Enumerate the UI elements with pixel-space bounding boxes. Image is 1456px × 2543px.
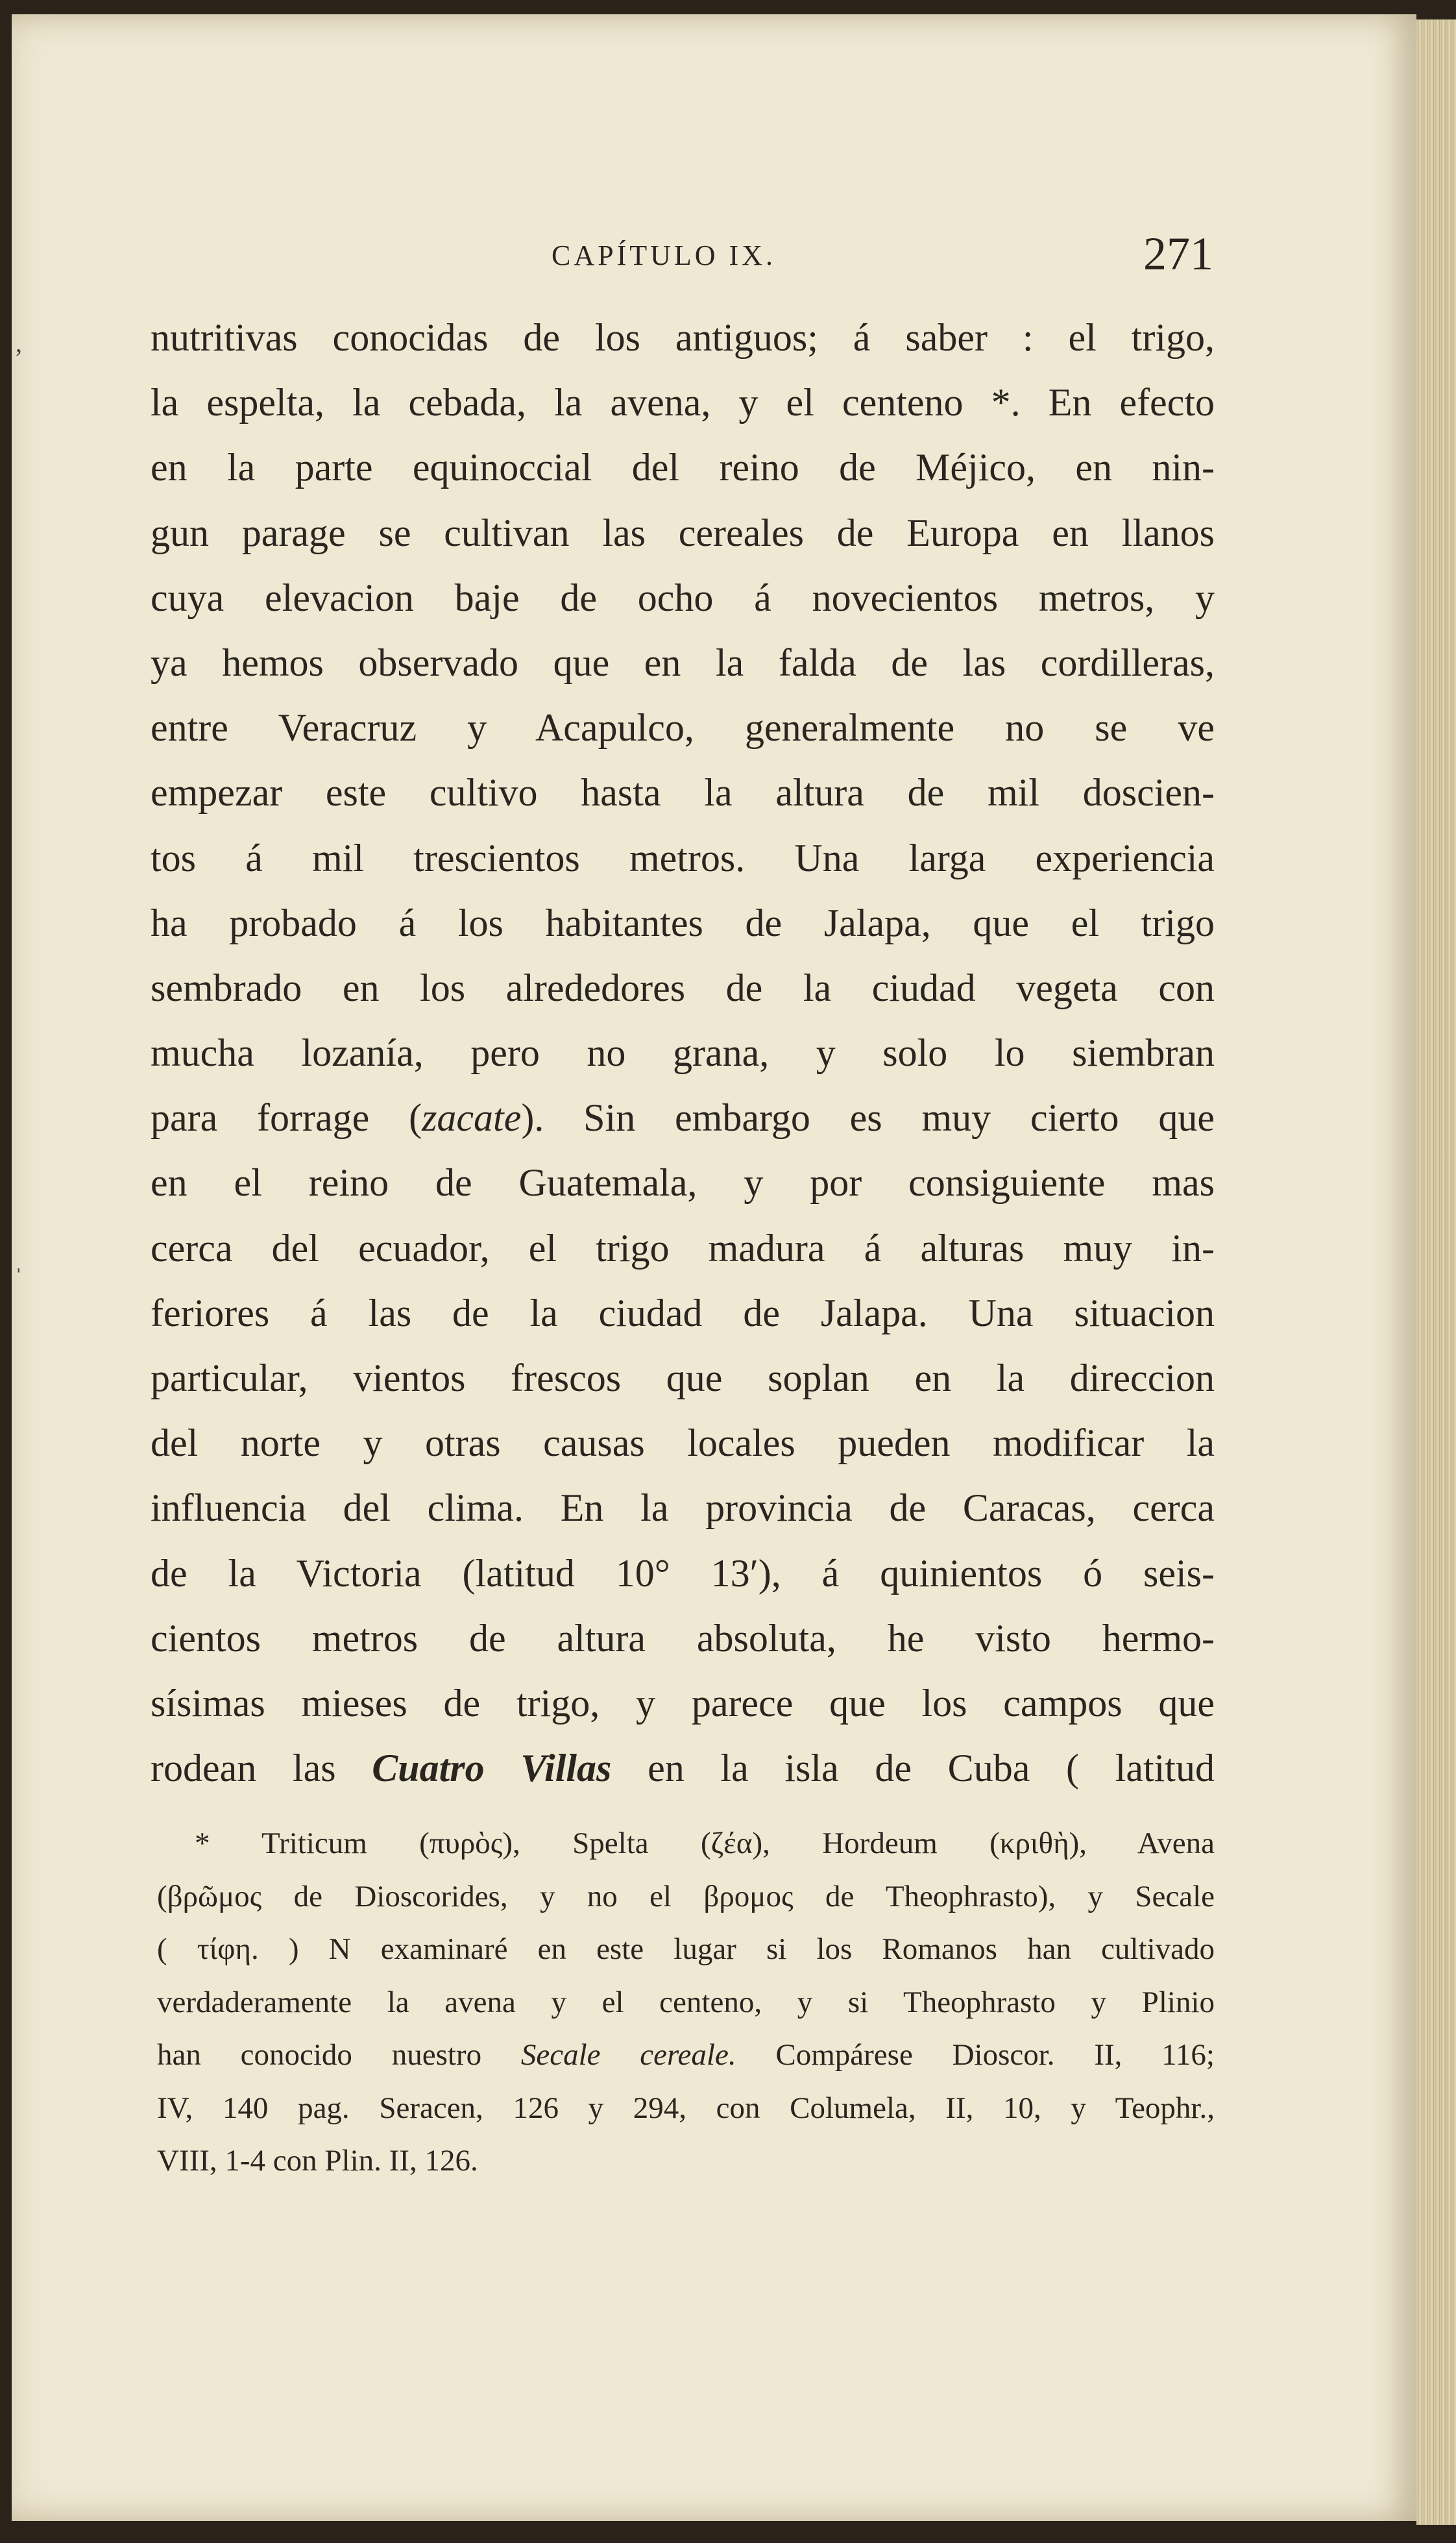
text-line: ha probado á los habitantes de Jalapa, que el trigo bbox=[151, 901, 1215, 944]
text-line: sísimas mieses de trigo, y parece que los campos que bbox=[151, 1681, 1215, 1725]
text-line: mucha lozanía, pero no grana, y solo lo siembran bbox=[151, 1031, 1215, 1075]
text-line: cerca del ecuador, el trigo madura á alturas muy in- bbox=[151, 1226, 1215, 1270]
margin-mark: ‚ bbox=[14, 328, 23, 358]
footnote-line: * Triticum (πυρὸς), Spelta (ζέα), Hordeum (κριθὴ), Avena bbox=[195, 1826, 1215, 1860]
text-line: en la parte equinoccial del reino de Méjico, en nin- bbox=[151, 446, 1215, 489]
text-line: del norte y otras causas locales pueden modificar la bbox=[151, 1421, 1215, 1465]
text-line: la espelta, la cebada, la avena, y el centeno *. En efecto bbox=[151, 381, 1215, 424]
book-page-edges bbox=[1416, 19, 1456, 2525]
footnote-line: verdaderamente la avena y el centeno, y si Theophrasto y Plinio bbox=[157, 1985, 1215, 2019]
text-line: tos á mil trescientos metros. Una larga experiencia bbox=[151, 836, 1215, 879]
text-line: empezar este cultivo hasta la altura de mil doscien- bbox=[151, 771, 1215, 815]
text-line: gun parage se cultivan las cereales de Europa en llanos bbox=[151, 511, 1215, 554]
margin-mark: ˈ bbox=[14, 1263, 23, 1292]
footnote bbox=[157, 1817, 1215, 2188]
running-head bbox=[149, 227, 1213, 299]
italic-place-name: Cuatro Villas bbox=[372, 1747, 612, 1790]
text-line: feriores á las de la ciudad de Jalapa. Una situacion bbox=[151, 1291, 1215, 1334]
footnote-line: ( τίφη. ) N examinaré en este lugar si los Romanos han cultivado bbox=[157, 1932, 1215, 1966]
text-line: ya hemos observado que en la falda de las cordilleras, bbox=[151, 641, 1215, 684]
text-line: nutritivas conocidas de los antiguos; á saber : el trigo, bbox=[151, 316, 1215, 359]
page-number: 271 bbox=[1143, 228, 1213, 280]
text-line: cuya elevacion baje de ocho á novecientos metros, y bbox=[151, 576, 1215, 619]
text-line: en el reino de Guatemala, y por consiguiente mas bbox=[151, 1161, 1215, 1205]
chapter-title: CAPÍTULO IX. bbox=[552, 240, 776, 271]
footnote-line: han conocido nuestro Secale cereale. Compárese Dioscor. II, 116; bbox=[157, 2038, 1215, 2072]
text-line: de la Victoria (latitud 10° 13′), á quinientos ó seis- bbox=[151, 1551, 1215, 1595]
footnote-line: IV, 140 pag. Seracen, 126 y 294, con Columela, II, 10, y Teophr., bbox=[157, 2091, 1215, 2125]
main-text bbox=[151, 305, 1215, 1800]
text-line: influencia del clima. En la provincia de Caracas, cerca bbox=[151, 1486, 1215, 1530]
text-line: rodean las Cuatro Villas en la isla de Cuba ( latitud bbox=[151, 1747, 1215, 1790]
text-line: entre Veracruz y Acapulco, generalmente no se ve bbox=[151, 706, 1215, 750]
footnote-line: (βρῶμος de Dioscorides, y no el βρομος de Theophrasto), y Secale bbox=[157, 1879, 1215, 1913]
text-line: para forrage (zacate). Sin embargo es muy cierto que bbox=[151, 1096, 1215, 1140]
italic-term: zacate bbox=[422, 1096, 522, 1140]
text-line: particular, vientos frescos que soplan en la direccion bbox=[151, 1357, 1215, 1399]
footnote-line: VIII, 1-4 con Plin. II, 126. bbox=[157, 2144, 478, 2178]
italic-species-name: Secale cereale. bbox=[520, 2038, 736, 2072]
text-line: sembrado en los alrededores de la ciudad vegeta con bbox=[151, 966, 1215, 1009]
text-line: cientos metros de altura absoluta, he visto hermo- bbox=[151, 1616, 1215, 1660]
